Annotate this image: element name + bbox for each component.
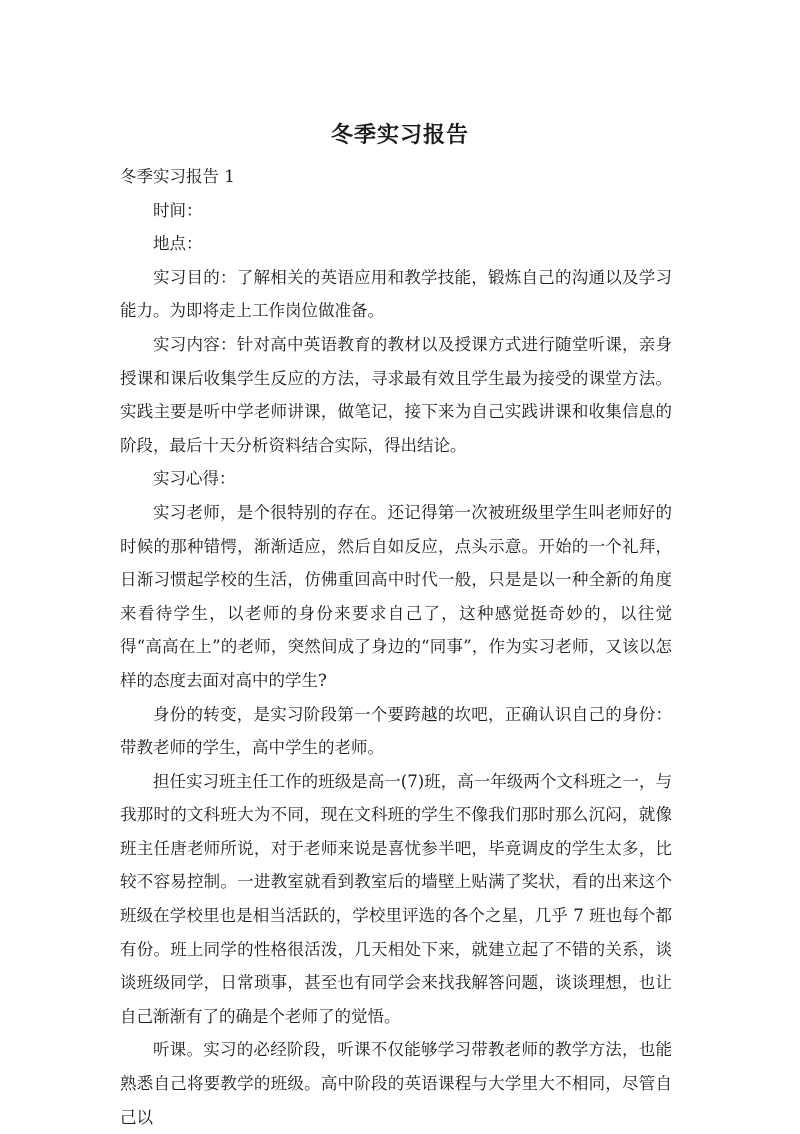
body-paragraph: 听课。实习的必经阶段，听课不仅能够学习带教老师的教学方法，也能熟悉自己将要教学的班级。高中阶段的英语课程与大学里大不相同，尽管自己以	[120, 1040, 672, 1127]
document-subtitle: 冬季实习报告 1	[120, 167, 235, 186]
content-paragraph: 实习内容：针对高中英语教育的教材以及授课方式进行随堂听课，亲身授课和课后收集学生反应的方法，寻求最有效且学生最为接受的课堂方法。实践主要是听中学老师讲课，做笔记，接下来为自己实践讲课和收集信息的阶段，最后十天分析资料结合实际，得出结论。	[120, 334, 672, 455]
body-paragraph: 身份的转变，是实习阶段第一个要跨越的坎吧，正确认识自己的身份：带教老师的学生，高中学生的老师。	[120, 704, 672, 758]
location-line: 地点：	[153, 234, 203, 254]
document-body	[120, 160, 672, 1134]
insights-heading: 实习心得：	[153, 469, 236, 489]
time-line: 时间：	[153, 200, 203, 220]
body-paragraph: 实习老师，是个很特别的存在。还记得第一次被班级里学生叫老师好的时候的那种错愕，渐渐适应，然后自如反应，点头示意。开始的一个礼拜，日渐习惯起学校的生活，仿佛重回高中时代一般，只是是以一种全新的角度来看待学生，以老师的身份来要求自己了，这种感觉挺奇妙的，以往觉得“高高在上”的老师，突然间成了身边的“同事”，作为实习老师，又该以怎样的态度去面对高中的学生?	[120, 502, 672, 690]
purpose-paragraph: 实习目的：了解相关的英语应用和教学技能，锻炼自己的沟通以及学习能力。为即将走上工作岗位做准备。	[120, 267, 672, 321]
body-paragraph: 担任实习班主任工作的班级是高一(7)班，高一年级两个文科班之一，与我那时的文科班大为不同，现在文科班的学生不像我们那时那么沉闷，就像班主任唐老师所说，对于老师来说是喜忧参半吧，毕竟调皮的学生太多，比较不容易控制。一进教室就看到教室后的墙壁上贴满了奖状，看的出来这个班级在学校里也是相当活跃的，学校里评选的各个之星，几乎 7 班也每个都有份。班上同学的性格很活泼，几天相处下来，就建立起了不错的关系，谈谈班级同学，日常琐事，甚至也有同学会来找我解答问题，谈谈理想，也让自己渐渐有了的确是个老师了的觉悟。	[120, 771, 672, 1026]
document-title: 冬季实习报告	[330, 123, 469, 148]
